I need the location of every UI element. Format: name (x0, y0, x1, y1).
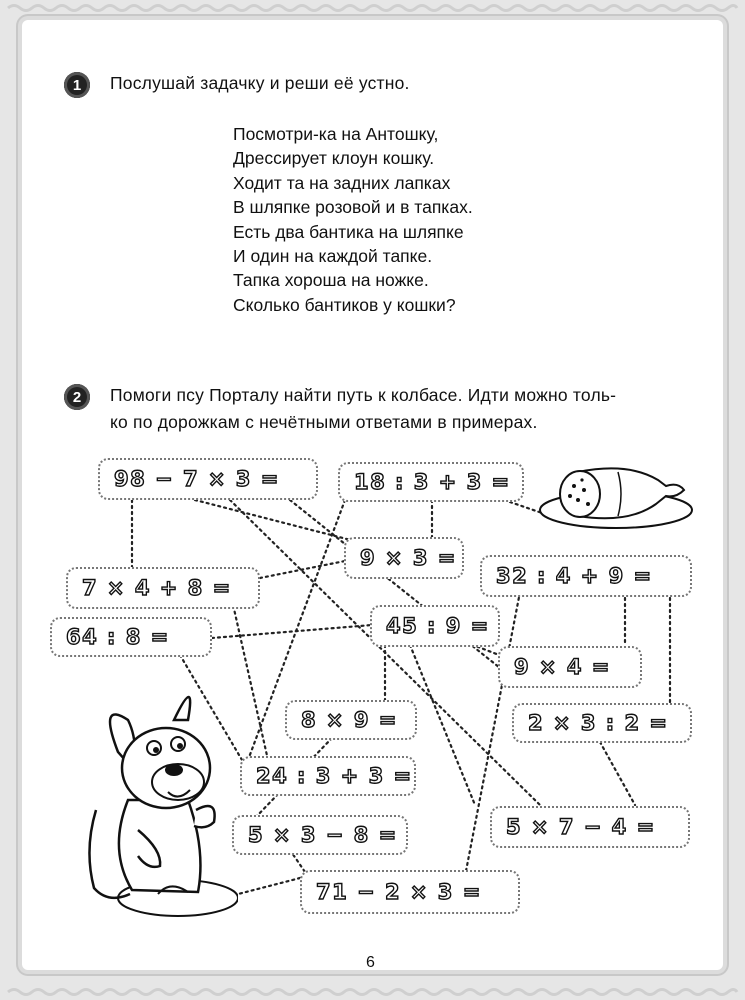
expression-64: 64 : 8 = (50, 617, 212, 657)
poem-line: Ходит та на задних лапках (233, 172, 451, 193)
expression-32: 32 : 4 + 9 = (480, 555, 692, 597)
expression-71: 71 − 2 × 3 = (300, 870, 520, 914)
expression-8x9: 8 × 9 = (285, 700, 417, 740)
page-number: 6 (366, 954, 375, 971)
poem-line: Посмотри-ка на Антошку, (233, 124, 439, 144)
poem-line: И один на каждой тапке. (233, 246, 433, 267)
task-1-instruction: Послушай задачку и реши её устно. (110, 73, 410, 93)
sausage-icon (538, 458, 694, 530)
expression-98: 98 − 7 × 3 = (98, 458, 318, 500)
expression-18: 18 : 3 + 3 = (338, 462, 524, 502)
task-2-instruction-line-2: ко по дорожкам с нечётными ответами в примерах. (110, 412, 538, 432)
poem-line: В шляпке розовой и в тапках. (233, 197, 473, 218)
expression-24: 24 : 3 + 3 = (240, 756, 416, 796)
task-1-number: 1 (64, 72, 90, 98)
expression-5x7: 5 × 7 − 4 = (490, 806, 690, 848)
poem-line: Тапка хороша на ножке. (233, 270, 429, 291)
poem-line: Дрессирует клоун кошку. (233, 148, 435, 169)
poem-line: Сколько бантиков у кошки? (233, 294, 456, 315)
expression-7x4: 7 × 4 + 8 = (66, 567, 260, 609)
task-2-number: 2 (64, 384, 90, 410)
dog-icon (78, 680, 238, 930)
poem-line: Есть два бантика на шляпке (233, 221, 464, 242)
expression-45: 45 : 9 = (370, 605, 500, 647)
expression-9x4: 9 × 4 = (498, 646, 642, 688)
expression-9x3: 9 × 3 = (344, 537, 464, 579)
expression-5x3: 5 × 3 − 8 = (232, 815, 408, 855)
task-2-instruction-line-1: Помоги псу Порталу найти путь к колбасе. Идти можно толь- (110, 385, 617, 405)
expression-2x3: 2 × 3 : 2 = (512, 703, 692, 743)
